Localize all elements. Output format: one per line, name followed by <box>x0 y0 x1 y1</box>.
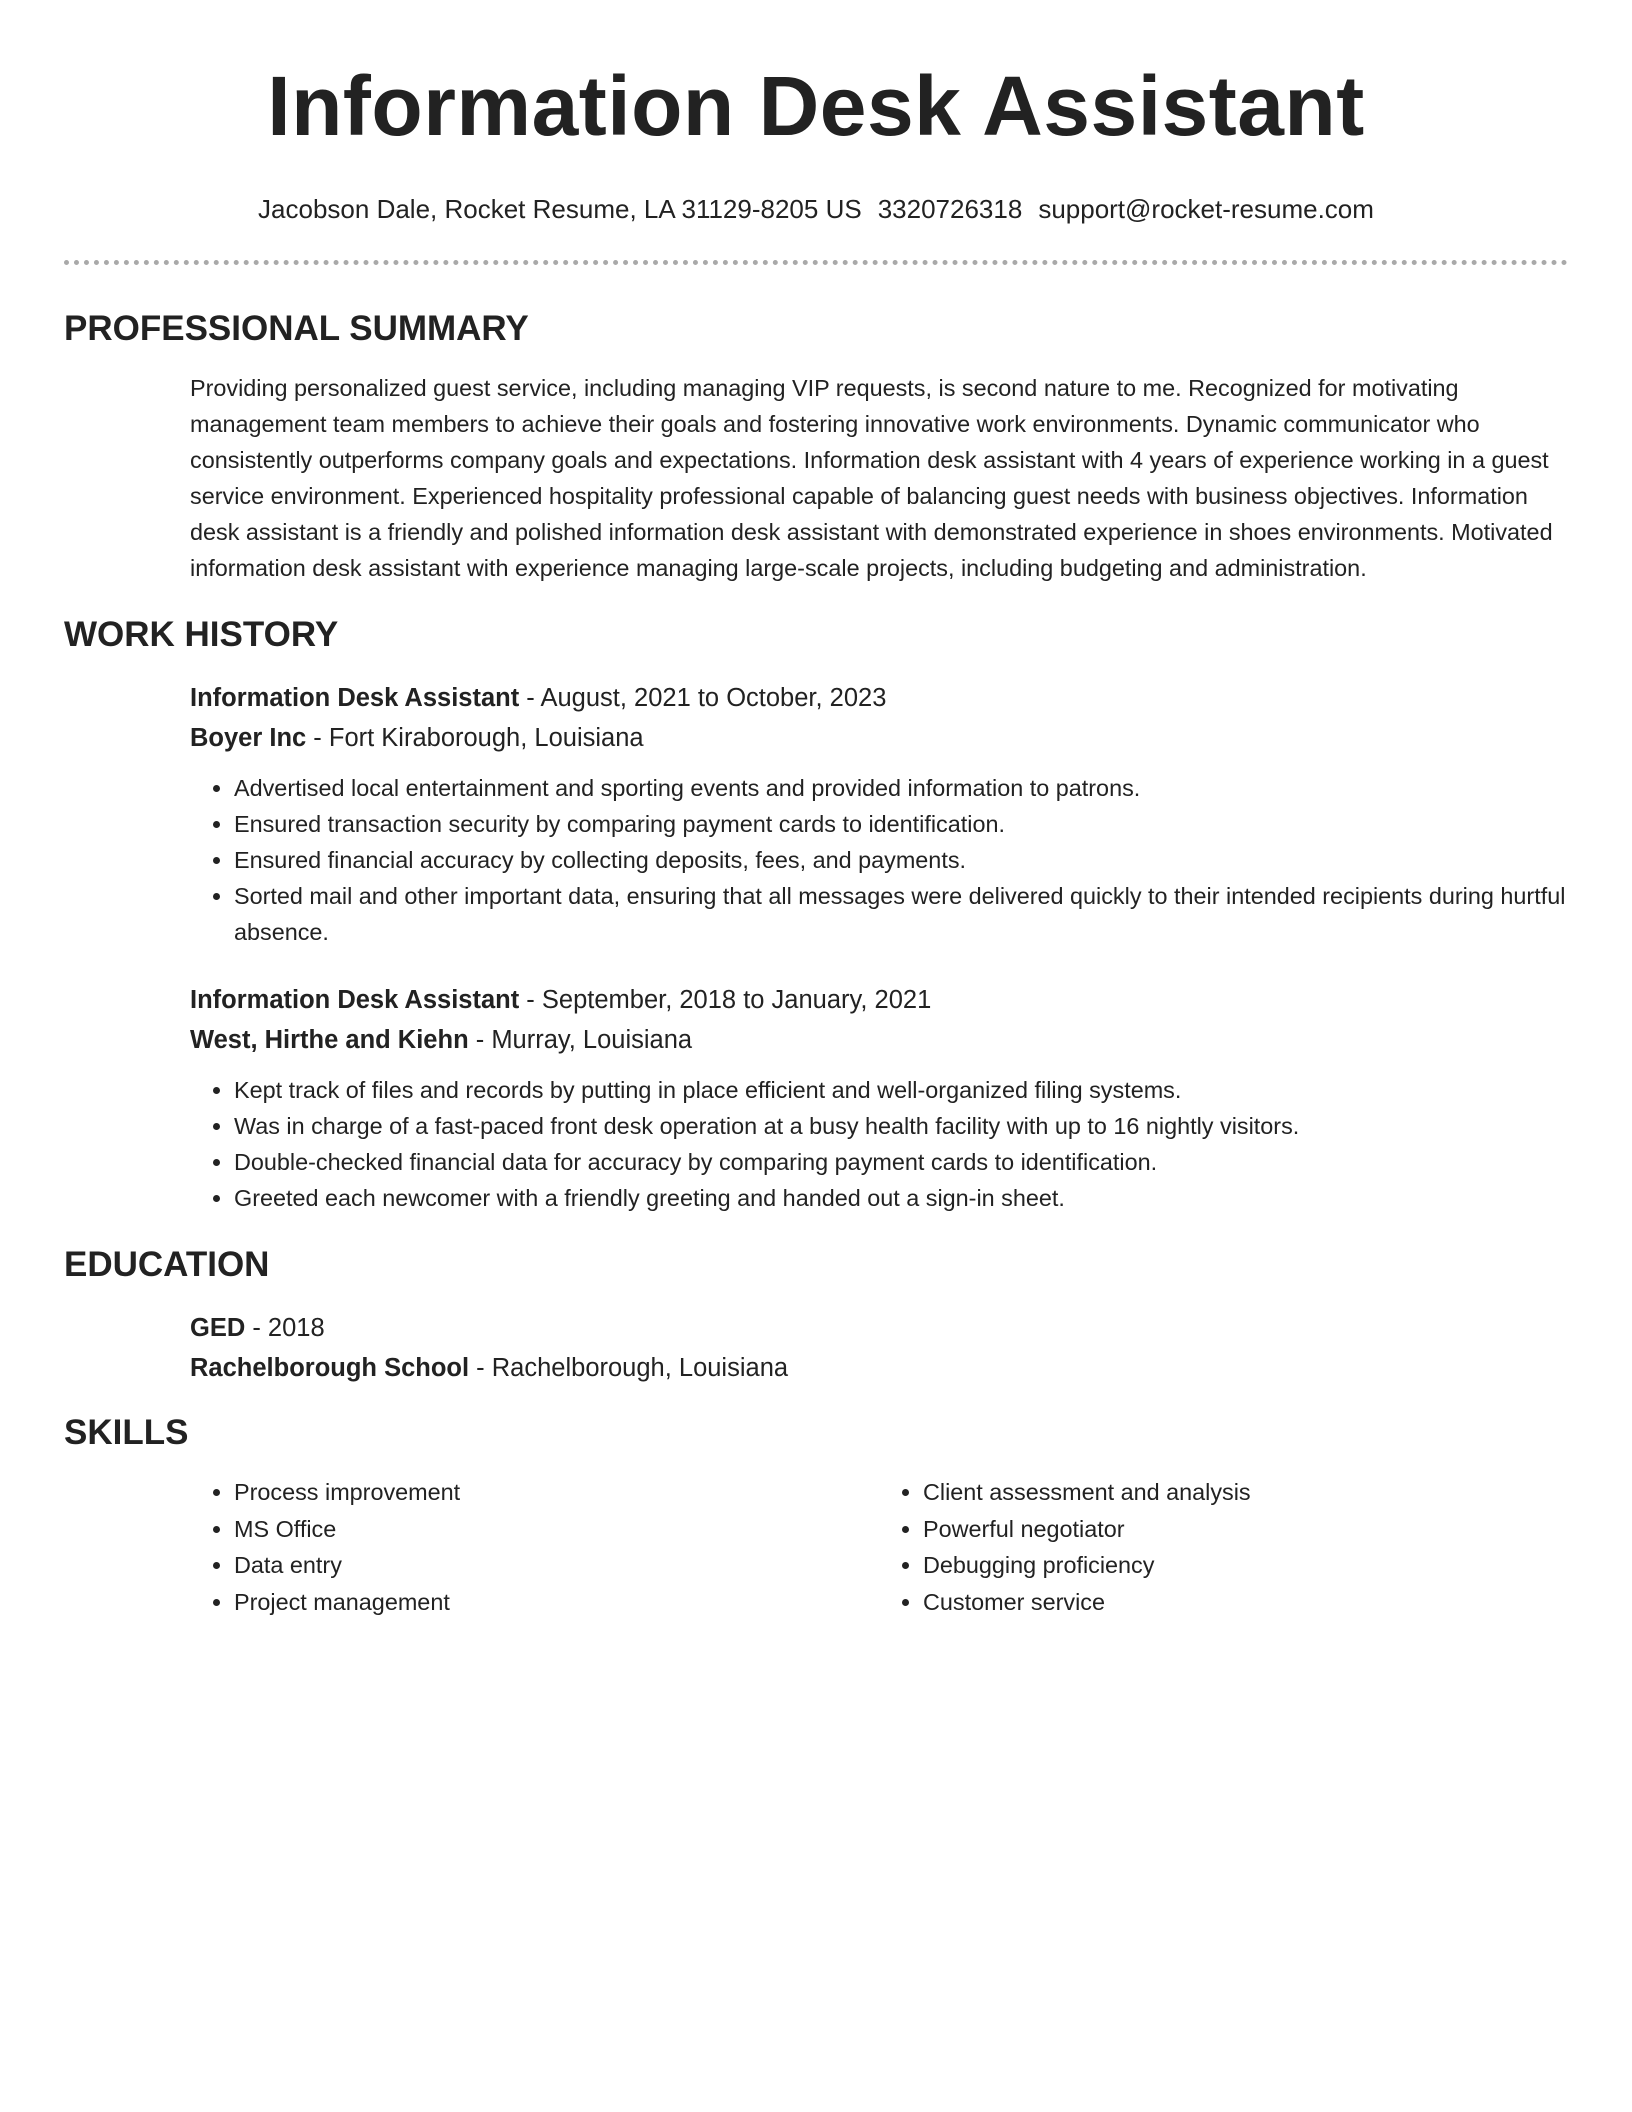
job-dates: - September, 2018 to January, 2021 <box>519 986 932 1014</box>
job-location: - Murray, Louisiana <box>468 1026 693 1054</box>
list-item: • Ensured transaction security by comparing payment cards to identification. <box>234 806 1568 842</box>
education-section <box>190 1308 1568 1388</box>
contact-line <box>64 192 1568 226</box>
resume-page <box>64 0 1568 1620</box>
job-company: West, Hirthe and Kiehn <box>190 1026 469 1054</box>
list-item: • Greeted each newcomer with a friendly greeting and handed out a sign-in sheet. <box>234 1180 1568 1216</box>
work-history-section <box>190 678 1568 1216</box>
list-item: • Ensured financial accuracy by collecting deposits, fees, and payments. <box>234 842 1568 878</box>
summary-section <box>190 370 1568 586</box>
job-role: Information Desk Assistant <box>190 986 520 1014</box>
education-year: - 2018 <box>245 1314 325 1342</box>
list-item: • Sorted mail and other important data, ensuring that all messages were delivered quickly to their intended recipients during hurtful absence. <box>234 878 1568 950</box>
list-item: • Double-checked financial data for accuracy by comparing payment cards to identification. <box>234 1144 1568 1180</box>
skill-item: • Client assessment and analysis <box>923 1474 1568 1511</box>
header-divider <box>64 260 1568 265</box>
job-title-line <box>190 678 1568 718</box>
education-heading: EDUCATION <box>64 1245 270 1284</box>
job-company-line <box>190 718 1568 758</box>
skill-item: • Project management <box>234 1584 879 1621</box>
education-degree: GED <box>190 1314 246 1342</box>
skills-list-right <box>879 1474 1568 1620</box>
skills-heading: SKILLS <box>64 1413 189 1452</box>
job-title-line <box>190 980 1568 1020</box>
job-company: Boyer Inc <box>190 724 307 752</box>
contact-email: support@rocket-resume.com <box>1038 194 1374 224</box>
work-history-heading: WORK HISTORY <box>64 615 339 654</box>
skills-list-left <box>190 1474 879 1620</box>
skill-item: • Powerful negotiator <box>923 1511 1568 1548</box>
job-role: Information Desk Assistant <box>190 684 520 712</box>
skill-item: • Customer service <box>923 1584 1568 1621</box>
skill-item: • Process improvement <box>234 1474 879 1511</box>
list-item: • Was in charge of a fast-paced front desk operation at a busy health facility with up to 16 nightly visitors. <box>234 1108 1568 1144</box>
education-school-line <box>190 1348 1568 1388</box>
list-item: • Advertised local entertainment and sporting events and provided information to patrons. <box>234 770 1568 806</box>
contact-phone: 3320726318 <box>877 194 1023 224</box>
education-location: - Rachelborough, Louisiana <box>469 1354 789 1382</box>
job-bullets <box>190 770 1568 950</box>
job-location: - Fort Kiraborough, Louisiana <box>306 724 644 752</box>
summary-heading: PROFESSIONAL SUMMARY <box>64 309 529 348</box>
list-item: • Kept track of files and records by putting in place efficient and well-organized filing systems. <box>234 1072 1568 1108</box>
summary-text: Providing personalized guest service, including managing VIP requests, is second nature to me. Recognized for motivating management team members to achieve their goals and fostering innovative work environments. Dynamic communicator who consistently outperforms company goals and expectations. Information desk assistant with 4 years of experience working in a guest service environment. Experienced hospitality professional capable of balancing guest needs with business objectives. Information desk assistant is a friendly and polished information desk assistant with demonstrated experience in shoes environments. Motivated information desk assistant with experience managing large-scale projects, including budgeting and administration. <box>190 375 1553 581</box>
skills-section <box>190 1474 1568 1620</box>
skill-item: • Data entry <box>234 1547 879 1584</box>
education-school: Rachelborough School <box>190 1354 470 1382</box>
job-entry <box>190 678 1568 950</box>
job-entry <box>190 980 1568 1216</box>
job-bullets <box>190 1072 1568 1216</box>
job-company-line <box>190 1020 1568 1060</box>
skill-item: • MS Office <box>234 1511 879 1548</box>
education-degree-line <box>190 1308 1568 1348</box>
job-dates: - August, 2021 to October, 2023 <box>519 684 887 712</box>
resume-title: Information Desk Assistant <box>267 59 1365 153</box>
contact-address: Jacobson Dale, Rocket Resume, LA 31129-8205 US <box>258 194 862 224</box>
skill-item: • Debugging proficiency <box>923 1547 1568 1584</box>
